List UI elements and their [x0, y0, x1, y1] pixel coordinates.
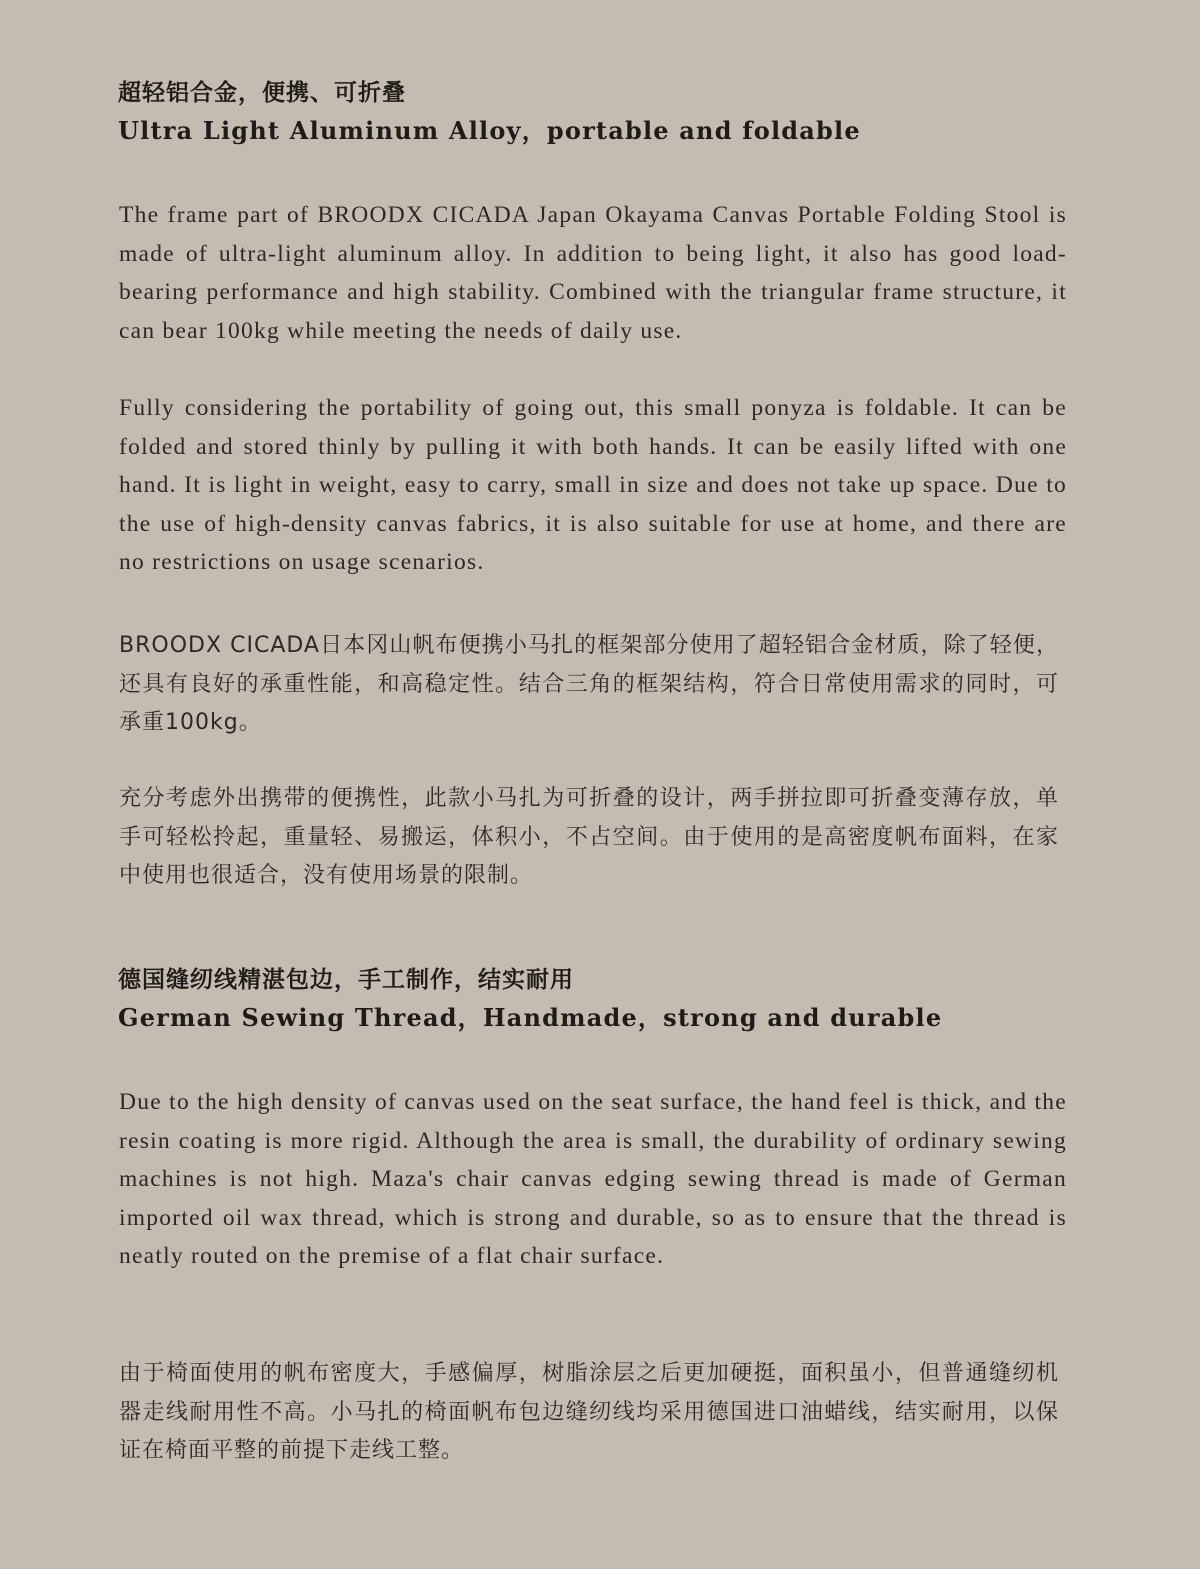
section1-paragraph-cn-1: BROODX CICADA日本冈山帆布便携小马扎的框架部分使用了超轻铝合金材质，除了轻便，还具有良好的承重性能，和高稳定性。结合三角的框架结构，符合日常使用需求的同时，可承重100kg。: [119, 633, 1059, 735]
section2-title-en: German Sewing Thread，Handmade，strong and durable: [118, 1003, 943, 1032]
section1-title-cn: 超轻铝合金，便携、可折叠: [118, 80, 406, 106]
section1-title-en: Ultra Light Aluminum Alloy，portable and foldable: [118, 116, 861, 145]
section1-paragraph-en-2: Fully considering the portability of going out, this small ponyza is foldable. It can be folded and stored thinly by pulling it with both hands. It can be easily lifted with one hand. It is light in weight, easy to carry, small in size and does not take up space. Due to the use of high-density canvas fabrics, it is also suitable for use at home, and there are no restrictions on usage scenarios.: [119, 395, 1067, 575]
section2-paragraph-cn-1: 由于椅面使用的帆布密度大，手感偏厚，树脂涂层之后更加硬挺，面积虽小，但普通缝纫机器走线耐用性不高。小马扎的椅面帆布包边缝纫线均采用德国进口油蜡线，结实耐用，以保证在椅面平整的前提下走线工整。: [119, 1361, 1059, 1463]
section1-paragraph-cn-2: 充分考虑外出携带的便携性，此款小马扎为可折叠的设计，两手拼拉即可折叠变薄存放，单手可轻松拎起，重量轻、易搬运，体积小，不占空间。由于使用的是高密度帆布面料，在家中使用也很适合，没有使用场景的限制。: [119, 786, 1059, 888]
section1-paragraph-en-1: The frame part of BROODX CICADA Japan Okayama Canvas Portable Folding Stool is made of ultra-light aluminum alloy. In addition to being light, it also has good load-bearing performance and high stability. Combined with the triangular frame structure, it can bear 100kg while meeting the needs of daily use.: [119, 202, 1067, 344]
section2-paragraph-en-1: Due to the high density of canvas used on the seat surface, the hand feel is thick, and the resin coating is more rigid. Although the area is small, the durability of ordinary sewing machines is not high. Maza's chair canvas edging sewing thread is made of German imported oil wax thread, which is strong and durable, so as to ensure that the thread is neatly routed on the premise of a flat chair surface.: [119, 1089, 1067, 1269]
section2-title-cn: 德国缝纫线精湛包边，手工制作，结实耐用: [118, 967, 574, 993]
